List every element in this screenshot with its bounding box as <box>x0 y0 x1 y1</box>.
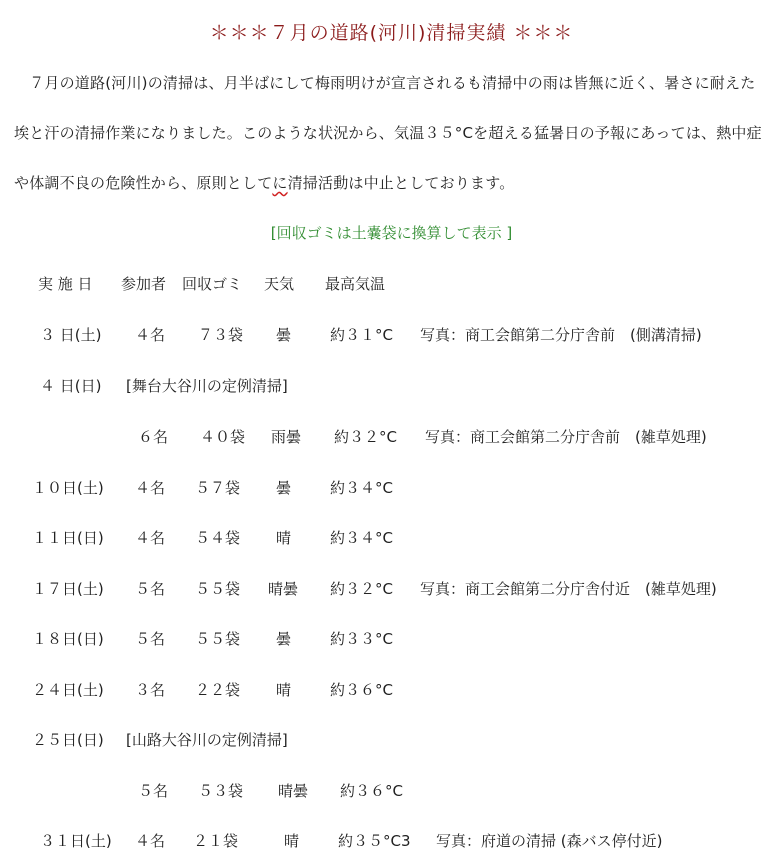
row-max-temp: 約３６°C <box>340 782 403 800</box>
row-garbage: ５５袋 <box>195 580 241 598</box>
row-participants: ６名 <box>138 428 169 446</box>
row-max-temp: 約３３°C <box>330 630 393 648</box>
row-garbage: ２１袋 <box>193 832 239 850</box>
row-participants: ５名 <box>138 782 169 800</box>
row-max-temp: 約３４°C <box>330 479 393 497</box>
row-max-temp: 約３２°C <box>334 428 397 446</box>
row-garbage: ５４袋 <box>195 529 241 547</box>
row-garbage: ２２袋 <box>195 681 241 699</box>
header-participants: 参加者 <box>121 275 167 293</box>
row-participants: ４名 <box>135 529 166 547</box>
row-photo-caption: 写真：商工会館第二分庁舎前 (側溝清掃) <box>420 326 702 344</box>
row-weather: 曇 <box>276 326 292 344</box>
header-date: 実 施 日 <box>38 275 93 293</box>
row-weather: 晴 <box>276 529 292 547</box>
row-date: ２４日(土) <box>32 681 104 699</box>
row-photo-caption: 写真：府道の清掃 (森バス停付近) <box>436 832 663 850</box>
row-event: [山路大谷川の定例清掃] <box>126 731 288 749</box>
unit-note: [回収ゴミは土嚢袋に換算して表示 ] <box>270 224 513 242</box>
row-date: ３１日(土) <box>40 832 112 850</box>
row-max-temp: 約３４°C <box>330 529 393 547</box>
row-date: １７日(土) <box>32 580 104 598</box>
row-participants: ５名 <box>135 630 166 648</box>
header-max-temp: 最高気温 <box>325 275 386 293</box>
row-garbage: ５７袋 <box>195 479 241 497</box>
row-date: ２５日(日) <box>32 731 104 749</box>
paragraph-line-2: 埃と汗の清掃作業になりました。このような状況から、気温３５°Cを超える猛暑日の予報にあっては、熱中症 <box>14 124 762 142</box>
row-participants: ４名 <box>135 832 166 850</box>
row-weather: 晴 <box>284 832 300 850</box>
row-garbage: ５３袋 <box>198 782 244 800</box>
paragraph-line-3 <box>14 172 514 193</box>
row-date: １８日(日) <box>32 630 104 648</box>
row-max-temp: 約３２°C <box>330 580 393 598</box>
row-garbage: ４０袋 <box>200 428 246 446</box>
paragraph-line-1: ７月の道路(河川)の清掃は、月半ばにして梅雨明けが宣言されるも清掃中の雨は皆無に近く、暑さに耐えた <box>14 74 756 92</box>
row-weather: 曇 <box>276 479 292 497</box>
spellcheck-flagged-text[interactable]: に <box>272 174 288 192</box>
row-weather: 晴 <box>276 681 292 699</box>
document-title: ＊＊＊７月の道路(河川)清掃実績 ＊＊＊ <box>209 22 574 44</box>
row-max-temp: 約３５°C3 <box>338 832 411 850</box>
row-weather: 晴曇 <box>268 580 299 598</box>
row-participants: ５名 <box>135 580 166 598</box>
row-photo-caption: 写真：商工会館第二分庁舎付近 (雑草処理) <box>420 580 717 598</box>
paragraph-line-3-after: 清掃活動は中止としております。 <box>287 174 515 192</box>
row-photo-caption: 写真：商工会館第二分庁舎前 (雑草処理) <box>425 428 707 446</box>
row-event: [舞台大谷川の定例清掃] <box>126 377 288 395</box>
row-max-temp: 約３６°C <box>330 681 393 699</box>
row-garbage: ７３袋 <box>198 326 244 344</box>
row-participants: ３名 <box>135 681 166 699</box>
header-weather: 天気 <box>264 275 295 293</box>
row-date: ３ 日(土) <box>40 326 102 344</box>
row-weather: 晴曇 <box>278 782 309 800</box>
header-garbage: 回収ゴミ <box>182 275 243 293</box>
row-weather: 雨曇 <box>271 428 302 446</box>
row-participants: ４名 <box>135 479 166 497</box>
row-max-temp: 約３１°C <box>330 326 393 344</box>
row-garbage: ５５袋 <box>195 630 241 648</box>
row-date: ４ 日(日) <box>40 377 102 395</box>
row-participants: ４名 <box>135 326 166 344</box>
row-date: １１日(日) <box>32 529 104 547</box>
row-date: １０日(土) <box>32 479 104 497</box>
paragraph-line-3-before: や体調不良の危険性から、原則として <box>14 174 273 192</box>
row-weather: 曇 <box>276 630 292 648</box>
